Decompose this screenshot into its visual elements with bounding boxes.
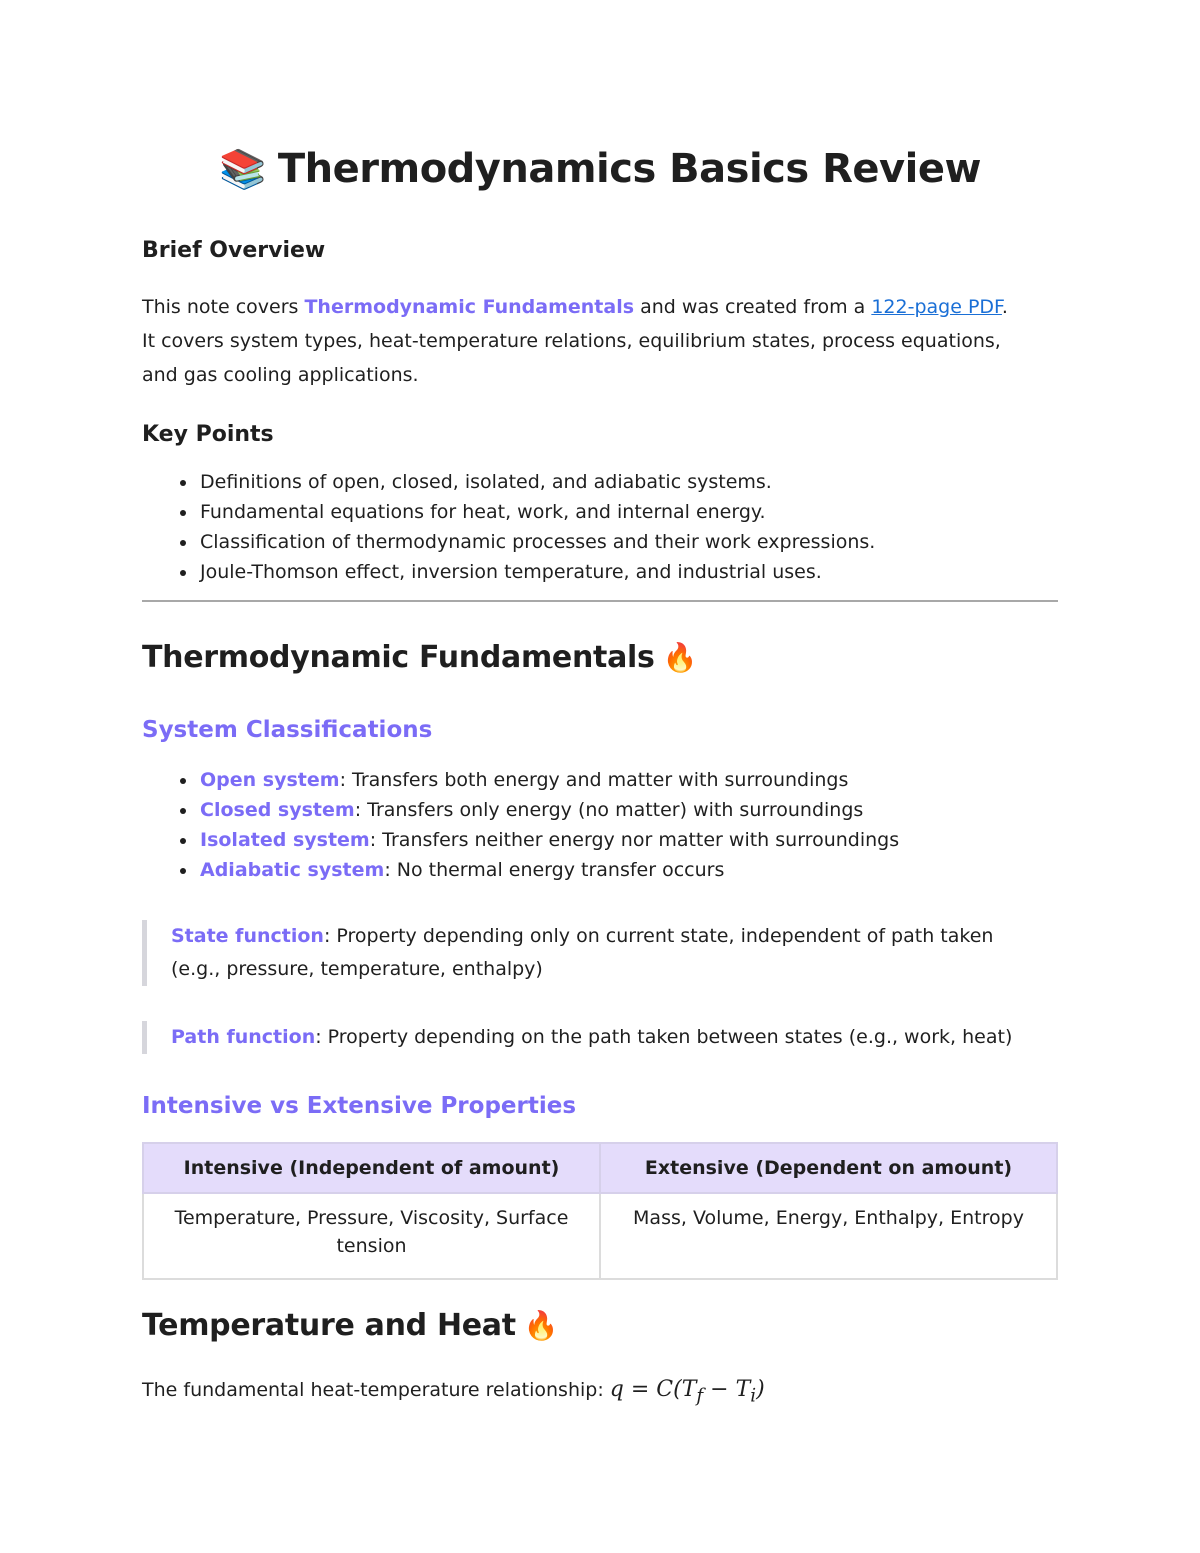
overview-line-2: It covers system types, heat-temperature relations, equilibrium states, process equations, xyxy=(142,330,1001,352)
state-function-callout: State function: Property depending only on current state, independent of path taken (e.g., pressure, temperature, enthalpy) xyxy=(142,920,1058,986)
fundamentals-heading: Thermodynamic Fundamentals 🔥 xyxy=(142,640,698,675)
state-function-term: State function xyxy=(171,925,324,947)
list-item: Joule-Thomson effect, inversion temperature, and industrial uses. xyxy=(200,557,875,587)
fire-icon: 🔥 xyxy=(523,1309,559,1342)
overview-paragraph xyxy=(142,290,1058,392)
pdf-link[interactable]: 122-page PDF xyxy=(871,296,1002,318)
list-item: Definitions of open, closed, isolated, and adiabatic systems. xyxy=(200,467,875,497)
page-title-text: Thermodynamics Basics Review xyxy=(277,146,981,192)
list-item: Adiabatic system: No thermal energy transfer occurs xyxy=(200,855,899,885)
key-points-list xyxy=(142,467,875,587)
column-header-intensive: Intensive (Independent of amount) xyxy=(143,1143,600,1193)
list-item: Open system: Transfers both energy and matter with surroundings xyxy=(200,765,899,795)
overview-line-1: This note covers Thermodynamic Fundamentals and was created from a 122-page PDF. xyxy=(142,296,1008,318)
section-divider xyxy=(142,600,1058,602)
fire-icon: 🔥 xyxy=(662,641,698,674)
path-function-callout: Path function: Property depending on the path taken between states (e.g., work, heat) xyxy=(142,1021,1058,1054)
table-row xyxy=(143,1193,1057,1279)
table-header-row xyxy=(143,1143,1057,1193)
page-title xyxy=(142,146,1058,192)
heat-relationship-paragraph: The fundamental heat-temperature relationship: $q = C(T_f - T_i)$ xyxy=(142,1377,765,1407)
system-classifications-heading: System Classifications xyxy=(142,717,433,743)
fundamentals-accent: Thermodynamic Fundamentals xyxy=(304,296,635,318)
overview-line-3: and gas cooling applications. xyxy=(142,364,419,386)
table-cell: Mass, Volume, Energy, Enthalpy, Entropy xyxy=(600,1193,1057,1279)
list-item: Closed system: Transfers only energy (no matter) with surroundings xyxy=(200,795,899,825)
column-header-extensive: Extensive (Dependent on amount) xyxy=(600,1143,1057,1193)
key-points-heading: Key Points xyxy=(142,422,274,447)
heat-formula: $q = C(T_f - T_i)$ xyxy=(609,1377,765,1407)
path-function-term: Path function xyxy=(171,1026,316,1048)
properties-heading: Intensive vs Extensive Properties xyxy=(142,1093,577,1119)
properties-table xyxy=(142,1142,1058,1280)
list-item: Classification of thermodynamic processes and their work expressions. xyxy=(200,527,875,557)
books-icon: 📚 xyxy=(219,147,266,191)
list-item: Isolated system: Transfers neither energy nor matter with surroundings xyxy=(200,825,899,855)
temperature-heat-heading: Temperature and Heat 🔥 xyxy=(142,1308,559,1343)
table-cell: Temperature, Pressure, Viscosity, Surface tension xyxy=(143,1193,600,1279)
overview-heading: Brief Overview xyxy=(142,238,326,263)
list-item: Fundamental equations for heat, work, and internal energy. xyxy=(200,497,875,527)
system-classifications-list xyxy=(142,765,899,885)
